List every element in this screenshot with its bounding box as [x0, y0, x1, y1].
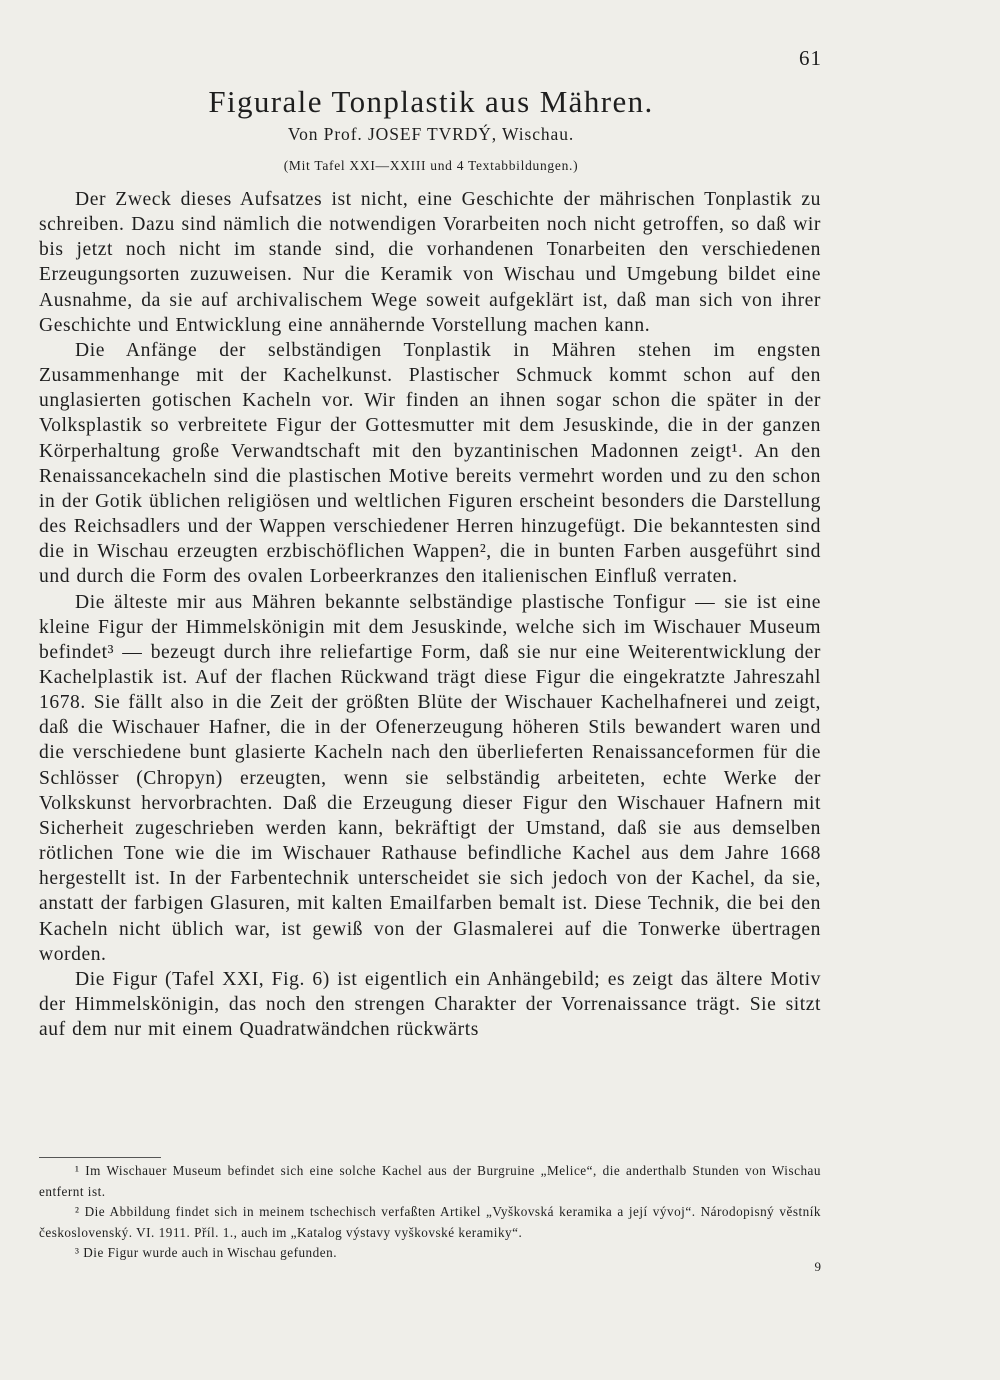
paragraph: Der Zweck dieses Aufsatzes ist nicht, eine Geschichte der mährischen Tonplastik zu schreiben. Dazu sind nämlich die notwendigen Vorarbeiten noch nicht getroffen, so daß wir bis jetzt noch nicht im stande sind, die vorhandenen Tonarbeiten den verschiedenen Erzeugungsorten zuzuweisen. Nur die Keramik von Wischau und Umgebung bildet eine Ausnahme, da sie auf archivalischem Wege soweit aufgeklärt ist, daß man sich von ihrer Geschichte und Entwicklung eine annähernde Vorstellung machen kann. — [39, 189, 821, 336]
footnote: ³ Die Figur wurde auch in Wischau gefunden. — [75, 1245, 337, 1261]
body-text — [39, 187, 821, 1042]
paragraph: Die älteste mir aus Mähren bekannte selbständige plastische Tonfigur — sie ist eine kleine Figur der Himmelskönigin mit dem Jesuskinde, welche sich im Wischauer Museum befindet³ — bezeugt durch ihre reliefartige Form, daß sie nur eine Weiterentwicklung der Kachelplastik ist. Auf der flachen Rückwand trägt diese Figur die eingekratzte Jahreszahl 1678. Sie fällt also in die Zeit der größten Blüte der Wischauer Kachelhafnerei und zeigt, daß die Wischauer Hafner, die in der Ofenerzeugung höheren Stils bewandert waren und die verschiedene bunt glasierte Kacheln nach den überlieferten Renaissanceformen für die Schlösser (Chropyn) erzeugten, wenn sie selbständig arbeiteten, echte Werke der Volkskunst hervorbrachten. Daß die Erzeugung dieser Figur den Wischauer Hafnern mit Sicherheit zugeschrieben werden kann, bekräftigt der Umstand, daß sie aus demselben rötlichen Tone wie die im Wischauer Rathause befindliche Kachel aus dem Jahre 1668 hergestellt ist. In der Farbentechnik unterscheidet sie sich jedoch von der Kachel, da sie, anstatt der farbigen Glasuren, mit kalten Emailfarben bemalt ist. Diese Technik, die bei den Kacheln nicht üblich war, ist gewiß von der Glasmalerei auf die Tonwerke übertragen worden. — [39, 591, 821, 965]
footnotes — [39, 1161, 821, 1264]
footnote-divider — [39, 1157, 161, 1158]
footnote: ² Die Abbildung findet sich in meinem tschechisch verfaßten Artikel „Vyškovská keramika a její vývoj“. Národopisný věstník československý. VI. 1911. Příl. 1., auch im „Katalog výstavy vyškovské keramiky“. — [39, 1204, 821, 1240]
author-line: Von Prof. JOSEF TVRDÝ, Wischau. — [287, 124, 575, 144]
signature-mark: 9 — [814, 1259, 821, 1274]
paragraph: Die Figur (Tafel XXI, Fig. 6) ist eigentlich ein Anhängebild; es zeigt das ältere Motiv der Himmelskönigin, das noch den strengen Charakter der Vorrenaissance trägt. Sie sitzt auf dem nur mit einem Quadratwändchen rückwärts — [39, 968, 821, 1041]
page-number: 61 — [799, 46, 822, 70]
plates-note: (Mit Tafel XXI—XXIII und 4 Textabbildungen.) — [283, 158, 579, 173]
paragraph: Die Anfänge der selbständigen Tonplastik in Mähren stehen im engsten Zusammenhange mit der Kachelkunst. Plastischer Schmuck kommt schon auf den unglasierten gotischen Kacheln vor. Wir finden an ihnen sogar schon die später in der Volksplastik so verbreitete Figur der Gottesmutter mit dem Jesuskinde, die in der ganzen Körperhaltung große Verwandtschaft mit den byzantinischen Madonnen zeigt¹. An den Renaissancekacheln sind die plastischen Motive bereits vermehrt worden und zu den schon in der Gotik üblichen religiösen und weltlichen Figuren erscheint besonders die Darstellung des Reichsadlers und der Wappen verschiedener Herren hinzugefügt. Die bekanntesten sind die in Wischau erzeugten erzbischöflichen Wappen², die in bunten Farben ausgeführt sind und durch die Form des ovalen Lorbeerkranzes den italienischen Einfluß verraten. — [39, 339, 821, 588]
article-title: Figurale Tonplastik aus Mähren. — [208, 84, 654, 119]
footnote: ¹ Im Wischauer Museum befindet sich eine solche Kachel aus der Burgruine „Melice“, die anderthalb Stunden von Wischau entfernt ist. — [39, 1163, 821, 1199]
